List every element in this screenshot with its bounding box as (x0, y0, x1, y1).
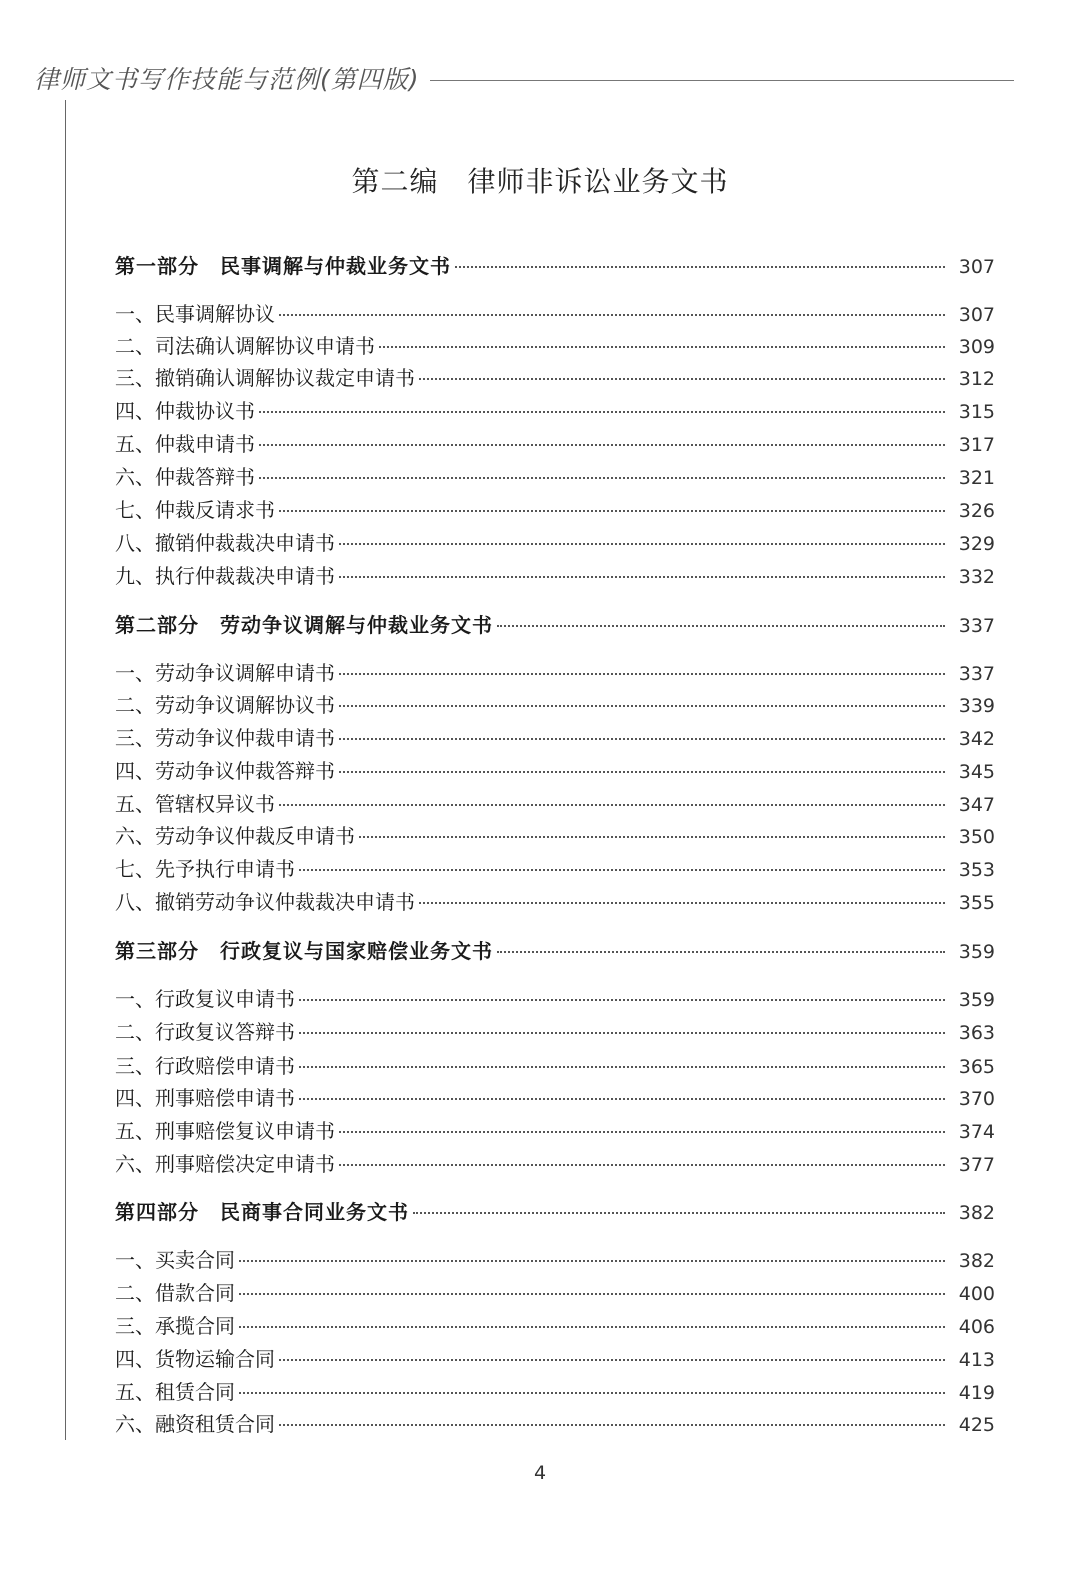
toc-part-heading (115, 250, 995, 279)
toc-entry (115, 1244, 995, 1273)
toc-part-title: 第一部分 民事调解与仲裁业务文书 (115, 254, 451, 278)
dot-leader (259, 444, 945, 446)
toc-page-number: 315 (958, 401, 995, 423)
toc-page-number: 425 (958, 1414, 995, 1436)
dot-leader (299, 1032, 945, 1034)
toc-page-number: 400 (958, 1283, 995, 1305)
toc-entry-title: 二、借款合同 (115, 1281, 235, 1305)
toc-page-number: 326 (958, 500, 995, 522)
toc-entry (115, 428, 995, 457)
toc-part-heading (115, 1196, 995, 1225)
toc-page-number: 355 (958, 892, 995, 914)
toc-entry-title: 一、行政复议申请书 (115, 987, 295, 1011)
toc-entry (115, 527, 995, 556)
dot-leader (339, 543, 945, 545)
toc-entry (115, 820, 995, 849)
dot-leader (359, 836, 945, 838)
toc-page-number: 347 (958, 794, 995, 816)
dot-leader (259, 411, 945, 413)
toc-page-number: 365 (958, 1056, 995, 1078)
toc-entry (115, 1115, 995, 1144)
toc-entry-title: 九、执行仲裁裁决申请书 (115, 564, 335, 588)
toc-entry (115, 755, 995, 784)
toc-page-number: 337 (958, 615, 995, 637)
dot-leader (299, 999, 945, 1001)
toc-page-number: 312 (958, 368, 995, 390)
toc-entry (115, 853, 995, 882)
toc-page-number: 321 (958, 467, 995, 489)
dot-leader (279, 1359, 945, 1361)
toc-entry (115, 1376, 995, 1405)
toc-entry-title: 二、司法确认调解协议申请书 (115, 334, 375, 358)
dot-leader (379, 346, 945, 348)
toc-entry-title: 五、租赁合同 (115, 1380, 235, 1404)
toc-page-number: 337 (958, 663, 995, 685)
toc-page-number: 419 (958, 1382, 995, 1404)
dot-leader (455, 266, 945, 268)
toc-entry-title: 七、先予执行申请书 (115, 857, 295, 881)
dot-leader (299, 1098, 945, 1100)
toc-page-number: 413 (958, 1349, 995, 1371)
toc-entry (115, 886, 995, 915)
toc-entry-title: 八、撤销仲裁裁决申请书 (115, 531, 335, 555)
dot-leader (339, 771, 945, 773)
header-rule (430, 80, 1014, 81)
toc-entry (115, 461, 995, 490)
toc-entry (115, 1016, 995, 1045)
dot-leader (339, 1131, 945, 1133)
dot-leader (413, 1212, 945, 1214)
dot-leader (259, 477, 945, 479)
toc-entry (115, 689, 995, 718)
toc-part-title: 第四部分 民商事合同业务文书 (115, 1200, 409, 1224)
dot-leader (299, 869, 945, 871)
toc-entry (115, 330, 995, 359)
dot-leader (339, 673, 945, 675)
toc-part-title: 第二部分 劳动争议调解与仲裁业务文书 (115, 613, 493, 637)
toc-entry-title: 四、劳动争议仲裁答辩书 (115, 759, 335, 783)
toc-entry (115, 788, 995, 817)
dot-leader (279, 1424, 945, 1426)
toc-entry-title: 二、劳动争议调解协议书 (115, 693, 335, 717)
toc-page-number: 359 (958, 941, 995, 963)
toc-page-number: 309 (958, 336, 995, 358)
toc-page-number: 370 (958, 1088, 995, 1110)
dot-leader (239, 1260, 945, 1262)
toc-entry (115, 1277, 995, 1306)
dot-leader (279, 510, 945, 512)
dot-leader (239, 1293, 945, 1295)
toc-page-number: 345 (958, 761, 995, 783)
toc-page-number: 339 (958, 695, 995, 717)
toc-part-heading (115, 935, 995, 964)
toc-entry-title: 一、民事调解协议 (115, 302, 275, 326)
toc-page-number: 382 (958, 1202, 995, 1224)
toc-entry-title: 八、撤销劳动争议仲裁裁决申请书 (115, 890, 415, 914)
toc-entry-title: 三、行政赔偿申请书 (115, 1054, 295, 1078)
toc-entry (115, 722, 995, 751)
toc-part-title: 第三部分 行政复议与国家赔偿业务文书 (115, 939, 493, 963)
toc-page-number: 363 (958, 1022, 995, 1044)
page-number: 4 (533, 1462, 547, 1484)
dot-leader (497, 625, 945, 627)
toc-page-number: 359 (958, 989, 995, 1011)
toc-entry-title: 四、货物运输合同 (115, 1347, 275, 1371)
toc-entry (115, 298, 995, 327)
toc-entry-title: 七、仲裁反请求书 (115, 498, 275, 522)
toc-entry (115, 657, 995, 686)
toc-page-number: 332 (958, 566, 995, 588)
toc-entry (115, 1050, 995, 1079)
toc-entry-title: 三、劳动争议仲裁申请书 (115, 726, 335, 750)
dot-leader (419, 378, 945, 380)
running-header (34, 58, 1014, 98)
toc-entry-title: 二、行政复议答辩书 (115, 1020, 295, 1044)
dot-leader (239, 1326, 945, 1328)
toc-entry-title: 五、管辖权异议书 (115, 792, 275, 816)
toc-entry (115, 362, 995, 391)
toc-entry (115, 1343, 995, 1372)
dot-leader (239, 1392, 945, 1394)
toc-entry-title: 五、刑事赔偿复议申请书 (115, 1119, 335, 1143)
dot-leader (419, 902, 945, 904)
toc-entry-title: 六、融资租赁合同 (115, 1412, 275, 1436)
dot-leader (339, 738, 945, 740)
toc-entry (115, 494, 995, 523)
toc-entry-title: 六、刑事赔偿决定申请书 (115, 1152, 335, 1176)
toc-entry-title: 六、劳动争议仲裁反申请书 (115, 824, 355, 848)
toc-entry-title: 四、刑事赔偿申请书 (115, 1086, 295, 1110)
toc-entry (115, 1408, 995, 1437)
toc-entry (115, 395, 995, 424)
section-title: 第二编 律师非诉讼业务文书 (351, 165, 729, 198)
toc-page-number: 307 (958, 304, 995, 326)
toc-entry-title: 一、买卖合同 (115, 1248, 235, 1272)
toc-page-number: 342 (958, 728, 995, 750)
toc-page-number: 307 (958, 256, 995, 278)
toc-entry-title: 三、承揽合同 (115, 1314, 235, 1338)
toc-entry (115, 983, 995, 1012)
running-header-title: 律师文书写作技能与范例(第四版) (34, 65, 420, 94)
toc-part-heading (115, 609, 995, 638)
toc-entry-title: 四、仲裁协议书 (115, 399, 255, 423)
dot-leader (339, 705, 945, 707)
toc-page-number: 377 (958, 1154, 995, 1176)
toc-page-number: 350 (958, 826, 995, 848)
dot-leader (497, 951, 945, 953)
dot-leader (339, 576, 945, 578)
toc-page-number: 353 (958, 859, 995, 881)
toc-entry-title: 三、撤销确认调解协议裁定申请书 (115, 366, 415, 390)
toc-entry-title: 五、仲裁申请书 (115, 432, 255, 456)
toc-entry (115, 560, 995, 589)
toc-entry (115, 1310, 995, 1339)
toc-entry-title: 一、劳动争议调解申请书 (115, 661, 335, 685)
toc-page-number: 406 (958, 1316, 995, 1338)
toc-entry-title: 六、仲裁答辩书 (115, 465, 255, 489)
toc-page-number: 317 (958, 434, 995, 456)
dot-leader (299, 1066, 945, 1068)
toc-entry (115, 1148, 995, 1177)
toc-page-number: 374 (958, 1121, 995, 1143)
toc-page-number: 329 (958, 533, 995, 555)
dot-leader (279, 314, 945, 316)
toc-page-number: 382 (958, 1250, 995, 1272)
toc-entry (115, 1082, 995, 1111)
left-margin-rule (65, 100, 66, 1440)
dot-leader (339, 1164, 945, 1166)
dot-leader (279, 804, 945, 806)
